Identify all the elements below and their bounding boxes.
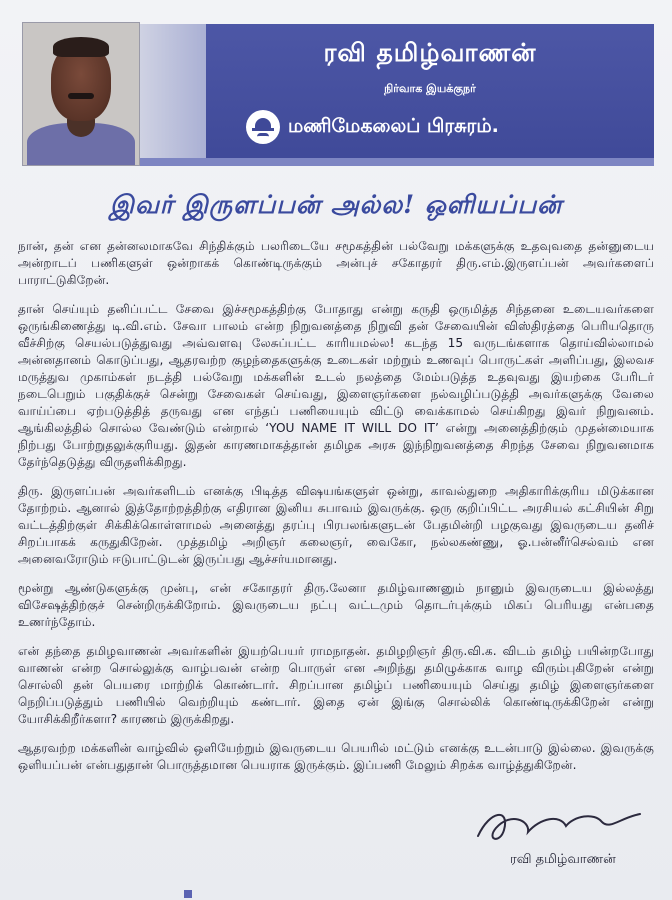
author-name: ரவி தமிழ்வாணன் (323, 38, 537, 67)
author-photo (22, 22, 140, 166)
detective-hat-logo-icon (246, 110, 280, 144)
photo-mustache (68, 93, 94, 99)
paragraph: ஆதரவற்ற மக்களின் வாழ்வில் ஒளியேற்றும் இவருடைய பெயரில் மட்டும் எனக்கு உடன்பாடு இல்லை. இவருக்கு ஒளியப்பன் என்பதுதான் பொருத்தமான பெயராக இருக்கும். இப்பணி மேலும் சிறக்க வாழ்த்துகிறேன். (18, 741, 654, 772)
article-title: இவர் இருளப்பன் அல்ல! ஒளியப்பன் (109, 190, 563, 219)
publisher-name: மணிமேகலைப் பிரசுரம். (288, 114, 499, 137)
paragraph: தான் செய்யும் தனிப்பட்ட சேவை இச்சமூகத்திற்கு போதாது என்று கருதி ஒருமித்த சிந்தனை உடையவர்களை ஒருங்கிணைத்து டி.வி.எம். சேவா பாலம் என்ற நிறுவனத்தை நிறுவி தன் சேவையின் விஸ்திரத்தை பெரியதொரு வீச்சிற்கு செயல்படுத்துவது அவ்வளவு லேசுப்பட்ட காரியமல்ல! கடந்த 15 வருடங்களாக தொய்வில்லாமல் அன்னதானம் கொடுப்பது, ஆதரவற்ற குழந்தைகளுக்கு உடைகள் மற்றும் உணவுப் பொருட்கள் அளிப்பது, இலவச மருத்துவ முகாம்கள் நடத்தி பல்வேறு மக்களின் உடல் நலத்தை மேம்படுத்த உதவுவது இயற்கை பேரிடர் நடைபெறும் பகுதிக்குச் சென்று சேவைகள் செய்வது, இளைஞர்களை நல்வழிப்படுத்தி அவர்களுக்கு வேலை வாய்ப்பை ஏற்படுத்தித் தருவது என எந்தப் பணியையும் விட்டு வைக்காமல் செய்கிறது இவர் நிறுவனம். ஆங்கிலத்தில் சொல்ல வேண்டும் என்றால் ‘YOU NAME IT WILL DO IT’ என்று அனைத்திற்கும் முதன்மையாக நிற்பது போற்றுதலுக்குரியது. இதன் காரணமாகத்தான் தமிழக அரசு இந்நிறுவனத்தை சிறந்த சேவை நிறுவனமாக தேர்ந்தெடுத்து விருதளிக்கிறது. (18, 302, 654, 469)
paragraph: மூன்று ஆண்டுகளுக்கு முன்பு, என் சகோதரர் திரு.லேனா தமிழ்வாணனும் நானும் இவருடைய இல்லத்து விசேஷத்திற்குச் சென்றிருக்கிறோம். இவருடைய நட்பு வட்டமும் தொடர்புக்கும் மிகப் பெரியது என்பதை உணர்ந்தோம். (18, 581, 654, 629)
photo-hair (53, 37, 109, 57)
header-divider (140, 158, 654, 166)
header-banner (206, 24, 654, 164)
paragraph: திரு. இருளப்பன் அவர்களிடம் எனக்கு பிடித்த விஷயங்களுள் ஒன்று, காவல்துறை அதிகாரிக்குரிய மிடுக்கான தோற்றம். ஆனால் இத்தோற்றத்திற்கு எதிரான இனிய சுபாவம் இவருக்கு. ஒரு குறிப்பிட்ட அரசியல் கட்சியின் சிறு வட்டத்திற்குள் சிக்கிக்கொள்ளாமல் அனைத்து தரப்பு பிரபலங்களுடன் பேதமின்றி பழகுவது இவருடைய தனிச் சிறப்பாகக் கருதுகிறேன். முத்தமிழ் அறிஞர் கலைஞர், வைகோ, நல்லகண்ணு, ஓ.பன்னீர்செல்வம் என அனைவரோடும் ஈடுபாட்டுடன் இருப்பது ஆச்சர்யமானது. (18, 484, 654, 566)
header-edge (140, 24, 206, 164)
article-body (18, 238, 654, 786)
paragraph: நான், தன் என தன்னலமாகவே சிந்திக்கும் பலரிடையே சமூகத்தின் பல்வேறு மக்களுக்கு உதவுவதை தன்னுடைய அன்றாடப் பணிகளுள் ஒன்றாகக் கொண்டிருக்கும் அன்புச் சகோதரர் திரு.எம்.இருளப்பன் அவர்களைப் பாராட்டுகிறேன். (18, 239, 654, 287)
paragraph: என் தந்தை தமிழவாணன் அவர்களின் இயற்பெயர் ராமநாதன். தமிழறிஞர் திரு.வி.க. விடம் தமிழ் பயின்றபோது வாணன் என்ற சொல்லுக்கு வாழ்பவன் என்ற பொருள் என அறிந்து தமிழுக்காக வாழ விரும்புகிறேன் என்று சொல்லி தன் பெயரை மாற்றிக் கொண்டார். சிறப்பான தமிழ்ப் பணியையும் செய்து தமிழ் இளைஞர்களை நெறிப்படுத்தும் பணியில் வெற்றியும் கண்டார். இதை ஏன் இங்கு சொல்லிக் கொண்டிருக்கிறேன் என்று யோசிக்கிறீர்களா? காரணம் இருக்கிறது. (18, 644, 654, 726)
publisher-block (246, 110, 499, 144)
handwritten-signature (470, 800, 650, 848)
signature-name: ரவி தமிழ்வாணன் (510, 852, 616, 867)
page-marker (184, 890, 192, 898)
author-role: நிர்வாக இயக்குநர் (384, 82, 476, 95)
